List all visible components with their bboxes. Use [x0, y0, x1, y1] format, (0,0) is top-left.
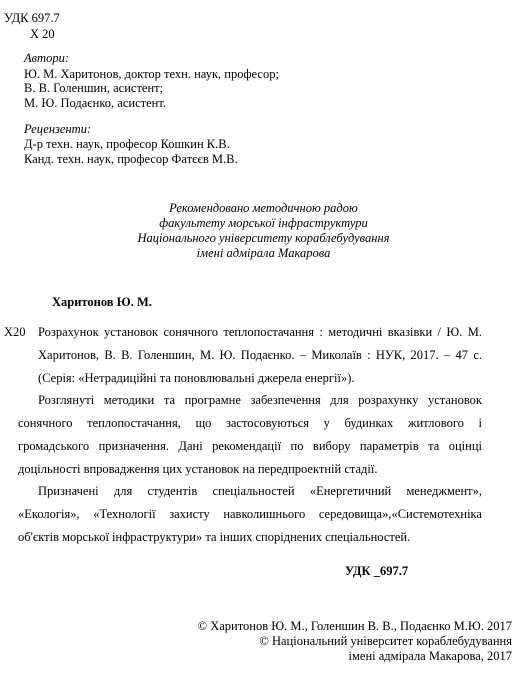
author-line: М. Ю. Подаєнко, асистент.	[24, 96, 166, 110]
intended-line: об'єктів морської інфраструктури» та інших споріднених спеціальностей.	[18, 530, 411, 544]
authors-label: Автори:	[24, 51, 70, 65]
author-line: Ю. М. Харитонов, доктор техн. наук, професор;	[24, 67, 279, 81]
main-author: Харитонов Ю. М.	[52, 295, 152, 309]
copyright-line: © Національний університет кораблебудування	[259, 634, 512, 648]
reviewer-line: Д-р техн. наук, професор Кошкин К.В.	[24, 137, 230, 151]
intended-line: «Екологія», «Технології захисту навколишнього середовища»,«Системотехніка	[18, 507, 482, 521]
biblio-line: (Серія: «Нетрадиційні та поновлювальні джерела енергії»).	[38, 371, 355, 385]
abstract-line: громадського призначення. Дані рекомендації по вибору параметрів та оцінці	[18, 439, 482, 453]
biblio-line: Розрахунок установок сонячного теплопостачання : методичні вказівки / Ю. М.	[38, 325, 482, 339]
recommendation-line: Національного університету кораблебудування	[137, 231, 390, 245]
author-line: В. В. Голеншин, асистент;	[24, 81, 164, 95]
classification-code: Х 20	[30, 27, 55, 41]
recommendation-line: факультету морської інфраструктури	[159, 216, 368, 230]
udk-code: УДК 697.7	[4, 11, 60, 25]
intended-line: Призначені для студентів спеціальностей «Енергетичний менеджмент»,	[38, 484, 482, 498]
abstract-line: сонячного теплопостачання, що застосовуються у будинках житлового і	[18, 416, 482, 430]
recommendation-line: Рекомендовано методичною радою	[169, 201, 358, 215]
biblio-line: Харитонов, В. В. Голеншин, М. Ю. Подаєнко. – Миколаїв : НУК, 2017. – 47 с.	[38, 348, 482, 362]
abstract-line: доцільності впровадження цих установок на передпроектній стадії.	[18, 462, 378, 476]
recommendation-line: імені адмірала Макарова	[196, 246, 331, 260]
reviewer-line: Канд. техн. наук, професор Фатєєв М.В.	[24, 152, 238, 166]
biblio-code: Х20	[4, 325, 26, 339]
reviewers-label: Рецензенти:	[24, 122, 92, 136]
udk-bottom: УДК _697.7	[345, 564, 409, 578]
abstract-line: Розглянуті методики та програмне забезпечення для розрахунку установок	[38, 393, 482, 407]
copyright-line: © Харитонов Ю. М., Голеншин В. В., Подаєнко М.Ю. 2017	[197, 619, 512, 633]
copyright-line: імені адмірала Макарова, 2017	[348, 649, 512, 663]
